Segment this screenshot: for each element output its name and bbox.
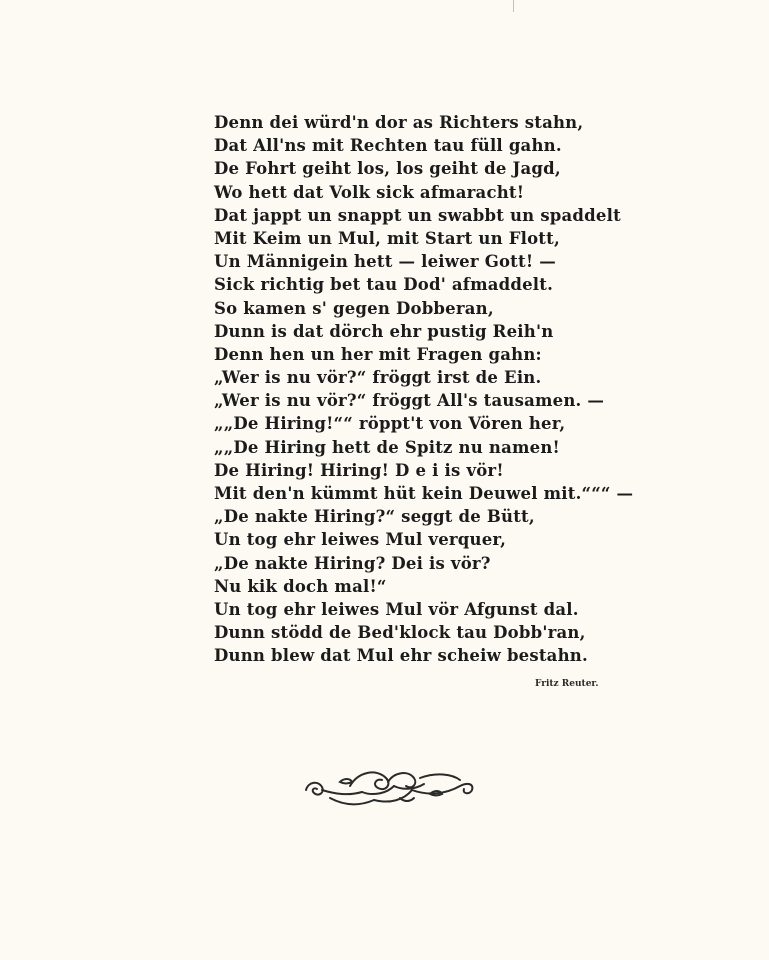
poem-line: Sick richtig bet tau Dod' afmaddelt.	[214, 275, 554, 295]
scroll-ornament-icon	[300, 760, 480, 812]
poem-line: Dunn blew dat Mul ehr scheiw bestahn.	[214, 646, 588, 666]
poem-text	[214, 111, 634, 668]
poem-line: Dat All'ns mit Rechten tau füll gahn.	[214, 136, 562, 156]
poem-line: Dat jappt un snappt un swabbt un spaddelt	[214, 205, 621, 225]
poem-line: De Hiring! Hiring! D e i is vör!	[214, 460, 504, 480]
poem-line: „„De Hiring hett de Spitz nu namen!	[214, 437, 560, 457]
poem-line: Mit den'n kümmt hüt kein Deuwel mit.“““ —	[214, 484, 634, 503]
poem-line: Nu kik doch mal!“	[214, 576, 387, 596]
poem-line: „De nakte Hiring? Dei is vör?	[214, 553, 491, 573]
poem-line: De Fohrt geiht los, los geiht de Jagd,	[214, 159, 561, 179]
poem-line: Un tog ehr leiwes Mul verquer,	[214, 530, 507, 550]
poem-line: „„De Hiring!““ röppt't von Vören her,	[214, 414, 566, 434]
poem-line: Denn hen un her mit Fragen gahn:	[214, 344, 542, 364]
poem-line: So kamen s' gegen Dobberan,	[214, 298, 494, 318]
poem-line: Wo hett dat Volk sick afmaracht!	[214, 182, 525, 202]
poem-line: „Wer is nu vör?“ fröggt irst de Ein.	[214, 368, 542, 388]
edge-mark	[513, 0, 514, 12]
poem-line: Dunn is dat dörch ehr pustig Reih'n	[214, 321, 554, 341]
poem-line: Denn dei würd'n dor as Richters stahn,	[214, 113, 584, 132]
poem-line: Un tog ehr leiwes Mul vör Afgunst dal.	[214, 599, 579, 619]
poem-line: Un Männigein hett — leiwer Gott! —	[214, 252, 556, 272]
poem-line: „De nakte Hiring?“ seggt de Bütt,	[214, 507, 535, 527]
poem-line: Mit Keim un Mul, mit Start un Flott,	[214, 228, 560, 248]
author-signature: Fritz Reuter.	[535, 679, 599, 689]
poem-line: „Wer is nu vör?“ fröggt All's tausamen. —	[214, 391, 605, 411]
poem-line: Dunn stödd de Bed'klock tau Dobb'ran,	[214, 623, 586, 643]
